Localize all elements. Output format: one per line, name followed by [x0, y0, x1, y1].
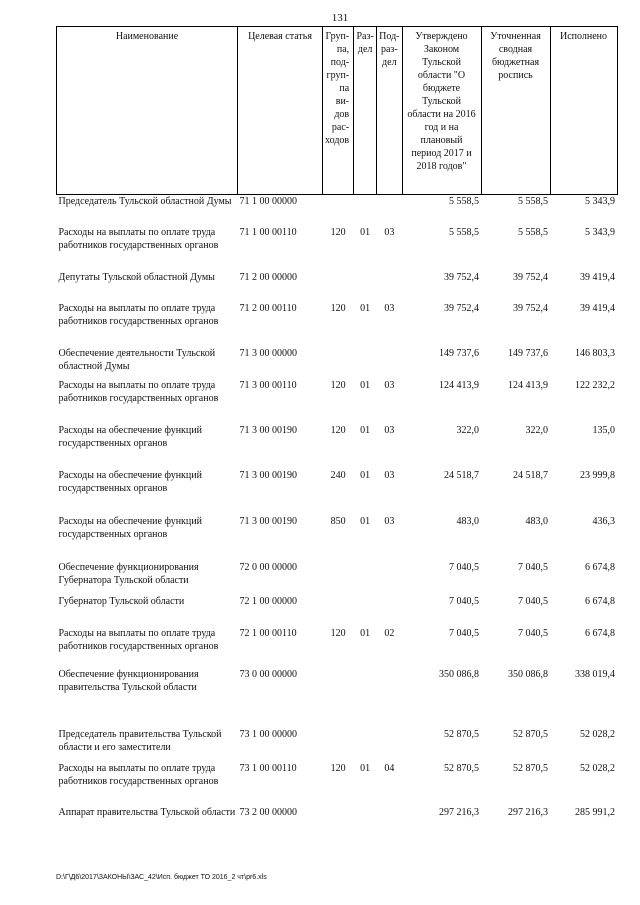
cell-approved: 24 518,7 [444, 469, 479, 481]
table-row [57, 379, 618, 424]
table-header-row [57, 27, 618, 195]
table-row [57, 195, 618, 226]
header-section: Раз-дел [354, 27, 377, 195]
cell-name: Расходы на выплаты по оплате труда работников государственных органов [58, 379, 219, 404]
cell-section: 01 [360, 424, 371, 436]
cell-name: Губернатор Тульской области [58, 595, 185, 607]
cell-section [354, 195, 377, 226]
table-row [57, 271, 618, 302]
cell-name: Председатель Тульской областной Думы [58, 196, 232, 207]
cell-executed: 39 419,4 [580, 271, 615, 283]
cell-section [354, 271, 377, 302]
cell-executed: 52 028,2 [580, 728, 615, 740]
cell-subsection: 02 [384, 627, 395, 639]
cell-group: 120 [330, 627, 346, 639]
cell-section [354, 668, 377, 728]
cell-executed: 122 232,2 [575, 379, 615, 391]
cell-target: 71 3 00 00190 [239, 424, 297, 436]
cell-section [354, 347, 377, 379]
cell-target: 71 2 00 00000 [239, 271, 297, 283]
cell-target: 71 3 00 00000 [239, 347, 297, 359]
cell-executed: 52 028,2 [580, 762, 615, 774]
cell-name: Обеспечение функционирования Губернатора Тульской области [58, 561, 199, 586]
cell-group: 120 [330, 302, 346, 314]
cell-revised: 39 752,4 [513, 271, 548, 283]
table-row [57, 424, 618, 469]
cell-section [354, 561, 377, 595]
header-executed: Исполнено [550, 27, 617, 195]
cell-revised: 52 870,5 [513, 728, 548, 740]
cell-target: 71 3 00 00190 [239, 469, 297, 481]
cell-name: Председатель правительства Тульской области и его заместители [58, 728, 222, 753]
cell-executed: 135,0 [592, 424, 615, 436]
table-row [57, 627, 618, 668]
cell-group [323, 595, 354, 627]
cell-group: 240 [330, 469, 346, 481]
cell-target: 71 1 00 00000 [239, 196, 297, 207]
cell-group: 120 [330, 424, 346, 436]
table-row [57, 302, 618, 347]
cell-target: 71 3 00 00190 [239, 515, 297, 527]
cell-approved: 350 086,8 [439, 668, 479, 680]
header-name: Наименование [57, 27, 238, 195]
cell-section: 01 [360, 469, 371, 481]
cell-name: Депутаты Тульской областной Думы [58, 271, 215, 283]
cell-revised: 350 086,8 [508, 668, 548, 680]
cell-approved: 7 040,5 [449, 595, 479, 607]
table-row [57, 762, 618, 806]
cell-subsection: 03 [384, 379, 395, 391]
cell-section [354, 595, 377, 627]
cell-executed: 146 803,3 [575, 347, 615, 359]
cell-section: 01 [360, 515, 371, 527]
cell-group: 120 [330, 226, 346, 238]
table-row [57, 595, 618, 627]
cell-subsection [377, 806, 402, 836]
cell-revised: 5 558,5 [518, 196, 548, 207]
cell-executed: 6 674,8 [585, 627, 615, 639]
cell-revised: 149 737,6 [508, 347, 548, 359]
cell-section [354, 728, 377, 762]
cell-approved: 5 558,5 [449, 196, 479, 207]
cell-section: 01 [360, 762, 371, 774]
cell-subsection: 03 [384, 469, 395, 481]
cell-revised: 7 040,5 [518, 595, 548, 607]
cell-subsection [377, 728, 402, 762]
cell-subsection: 03 [384, 515, 395, 527]
cell-subsection [377, 561, 402, 595]
cell-subsection: 03 [384, 302, 395, 314]
cell-approved: 52 870,5 [444, 728, 479, 740]
cell-approved: 52 870,5 [444, 762, 479, 774]
cell-name: Расходы на обеспечение функций государственных органов [58, 469, 202, 494]
cell-executed: 285 991,2 [575, 806, 615, 818]
table-row [57, 728, 618, 762]
header-subsection: Под-раз-дел [377, 27, 402, 195]
cell-target: 72 0 00 00000 [239, 561, 297, 573]
cell-executed: 436,3 [592, 515, 615, 527]
cell-section: 01 [360, 379, 371, 391]
cell-revised: 297 216,3 [508, 806, 548, 818]
cell-executed: 6 674,8 [585, 595, 615, 607]
cell-target: 72 1 00 00000 [239, 595, 297, 607]
cell-approved: 149 737,6 [439, 347, 479, 359]
cell-section [354, 806, 377, 836]
table-row [57, 515, 618, 561]
cell-approved: 124 413,9 [439, 379, 479, 391]
header-target: Целевая статья [238, 27, 323, 195]
cell-section: 01 [360, 226, 371, 238]
cell-target: 73 1 00 00110 [239, 762, 297, 774]
cell-revised: 483,0 [525, 515, 548, 527]
cell-group: 850 [330, 515, 346, 527]
cell-target: 71 3 00 00110 [239, 379, 297, 391]
table-row [57, 469, 618, 515]
cell-approved: 5 558,5 [449, 226, 479, 238]
cell-name: Аппарат правительства Тульской области [58, 806, 236, 818]
cell-executed: 5 343,9 [585, 226, 615, 238]
cell-group [323, 195, 354, 226]
header-group: Груп-па, под-груп-па ви-дов рас-ходов [323, 27, 354, 195]
cell-revised: 24 518,7 [513, 469, 548, 481]
cell-subsection [377, 271, 402, 302]
file-path-footer: D:\Г\Д6\2017\ЗАКОНЫ\ЗАС_42\Исп. бюджет ТО 2016_2 чт\pr6.xls [56, 874, 267, 881]
header-revised: Уточненная сводная бюджетная роспись [481, 27, 550, 195]
cell-target: 71 1 00 00110 [239, 226, 297, 238]
cell-group [323, 561, 354, 595]
cell-subsection [377, 668, 402, 728]
cell-revised: 124 413,9 [508, 379, 548, 391]
cell-subsection [377, 347, 402, 379]
cell-subsection: 04 [384, 762, 395, 774]
cell-revised: 7 040,5 [518, 561, 548, 573]
cell-group: 120 [330, 379, 346, 391]
cell-name: Расходы на выплаты по оплате труда работников государственных органов [58, 226, 219, 251]
cell-target: 72 1 00 00110 [239, 627, 297, 639]
cell-group [323, 347, 354, 379]
cell-executed: 338 019,4 [575, 668, 615, 680]
cell-subsection: 03 [384, 226, 395, 238]
cell-approved: 39 752,4 [444, 302, 479, 314]
cell-executed: 39 419,4 [580, 302, 615, 314]
cell-approved: 39 752,4 [444, 271, 479, 283]
cell-name: Обеспечение деятельности Тульской областной Думы [58, 347, 216, 372]
cell-group: 120 [330, 762, 346, 774]
cell-approved: 297 216,3 [439, 806, 479, 818]
cell-target: 73 0 00 00000 [239, 668, 297, 680]
cell-group [323, 668, 354, 728]
table-row [57, 806, 618, 836]
budget-table [56, 26, 618, 836]
table-row [57, 347, 618, 379]
cell-name: Расходы на обеспечение функций государственных органов [58, 424, 202, 449]
cell-subsection: 03 [384, 424, 395, 436]
cell-approved: 483,0 [456, 515, 479, 527]
table-row [57, 226, 618, 271]
cell-target: 73 1 00 00000 [239, 728, 297, 740]
cell-target: 73 2 00 00000 [239, 806, 297, 818]
cell-revised: 7 040,5 [518, 627, 548, 639]
cell-group [323, 271, 354, 302]
cell-approved: 7 040,5 [449, 561, 479, 573]
cell-approved: 322,0 [456, 424, 479, 436]
cell-section: 01 [360, 302, 371, 314]
cell-subsection [377, 195, 402, 226]
cell-executed: 5 343,9 [585, 196, 615, 207]
cell-name: Расходы на обеспечение функций государственных органов [58, 515, 202, 540]
cell-target: 71 2 00 00110 [239, 302, 297, 314]
cell-group [323, 728, 354, 762]
cell-name: Расходы на выплаты по оплате труда работников государственных органов [58, 762, 219, 787]
cell-approved: 7 040,5 [449, 627, 479, 639]
cell-name: Расходы на выплаты по оплате труда работников государственных органов [58, 302, 219, 327]
cell-revised: 52 870,5 [513, 762, 548, 774]
cell-executed: 6 674,8 [585, 561, 615, 573]
table-row [57, 561, 618, 595]
table-row [57, 668, 618, 728]
cell-group [323, 806, 354, 836]
cell-section: 01 [360, 627, 371, 639]
cell-name: Обеспечение функционирования правительства Тульской области [58, 668, 199, 693]
page-number: 131 [331, 12, 349, 24]
cell-revised: 39 752,4 [513, 302, 548, 314]
cell-revised: 5 558,5 [518, 226, 548, 238]
cell-revised: 322,0 [525, 424, 548, 436]
cell-name: Расходы на выплаты по оплате труда работников государственных органов [58, 627, 219, 652]
header-approved: Утверждено Законом Тульской области "О бюджете Тульской области на 2016 год и на плановый период 2017 и 2018 годов" [402, 27, 481, 195]
cell-executed: 23 999,8 [580, 469, 615, 481]
cell-subsection [377, 595, 402, 627]
